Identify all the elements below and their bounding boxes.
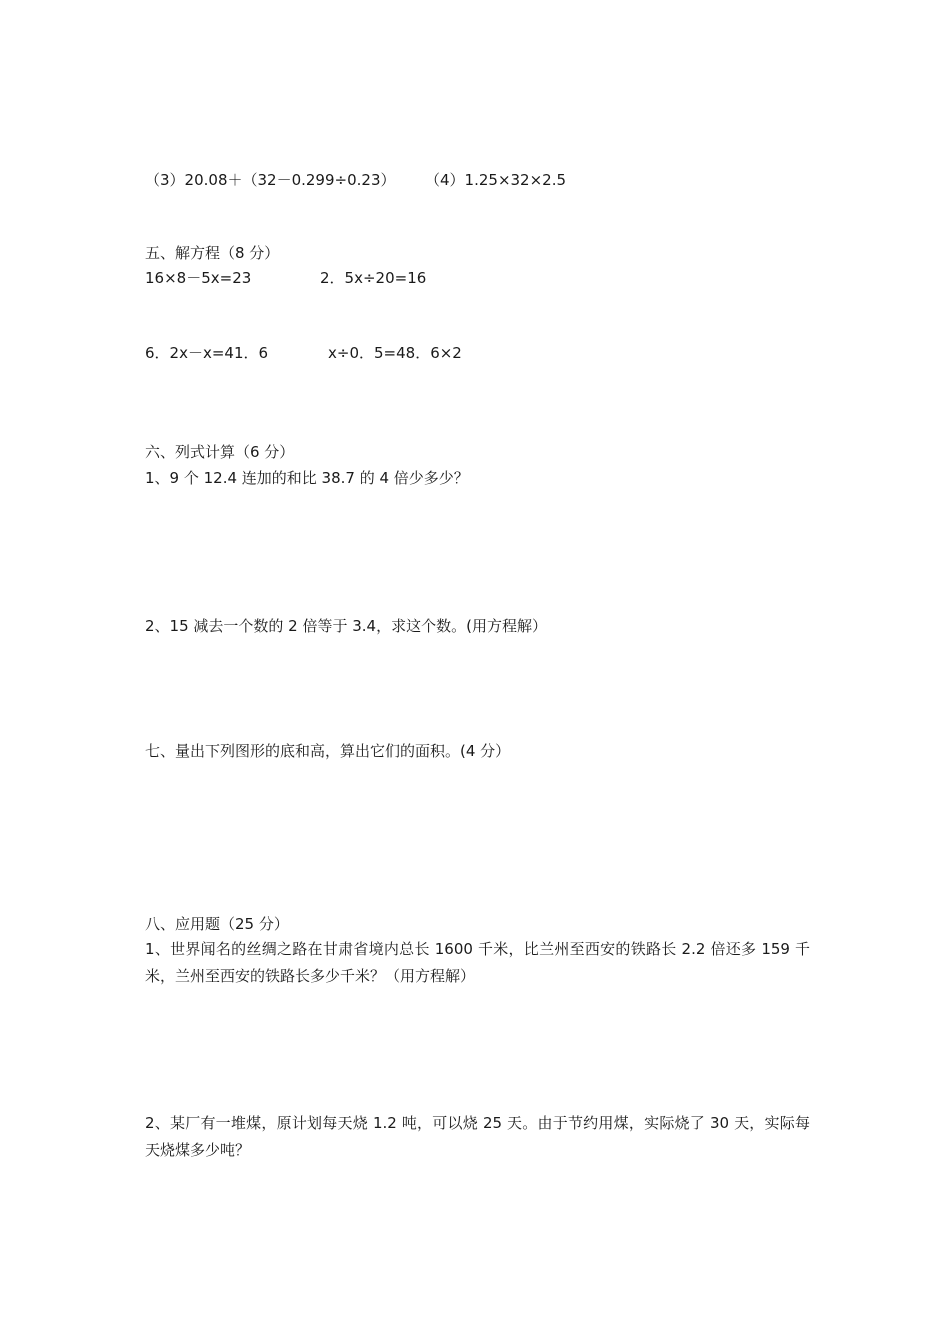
calc-item-4: （4）1.25×32×2.5: [425, 171, 567, 189]
equation-4: x÷0．5=48．6×2: [328, 344, 462, 362]
section-8-question-2: 2、某厂有一堆煤，原计划每天烧 1.2 吨，可以烧 25 天。由于节约用煤，实际烧了 30 天，实际每天烧煤多少吨？: [145, 1114, 810, 1159]
section-7-title: 七、量出下列图形的底和高，算出它们的面积。(4 分）: [145, 742, 511, 760]
equation-2: 2．5x÷20=16: [320, 269, 427, 287]
section-8-title: 八、应用题（25 分）: [145, 915, 289, 933]
section-6-title: 六、列式计算（6 分）: [145, 443, 295, 461]
calc-item-3: （3）20.08＋（32－0.299÷0.23）: [145, 171, 396, 189]
section-5-title: 五、解方程（8 分）: [145, 244, 280, 262]
section-6-question-1: 1、9 个 12.4 连加的和比 38.7 的 4 倍少多少？: [145, 469, 469, 487]
equation-1: 16×8－5x=23: [145, 269, 252, 287]
equation-3: 6．2x－x=41．6: [145, 344, 269, 362]
section-8-question-1: 1、世界闻名的丝绸之路在甘肃省境内总长 1600 千米，比兰州至西安的铁路长 2.2 倍还多 159 千米，兰州至西安的铁路长多少千米？（用方程解）: [145, 940, 810, 985]
section-6-question-2: 2、15 减去一个数的 2 倍等于 3.4，求这个数。(用方程解）: [145, 617, 547, 635]
